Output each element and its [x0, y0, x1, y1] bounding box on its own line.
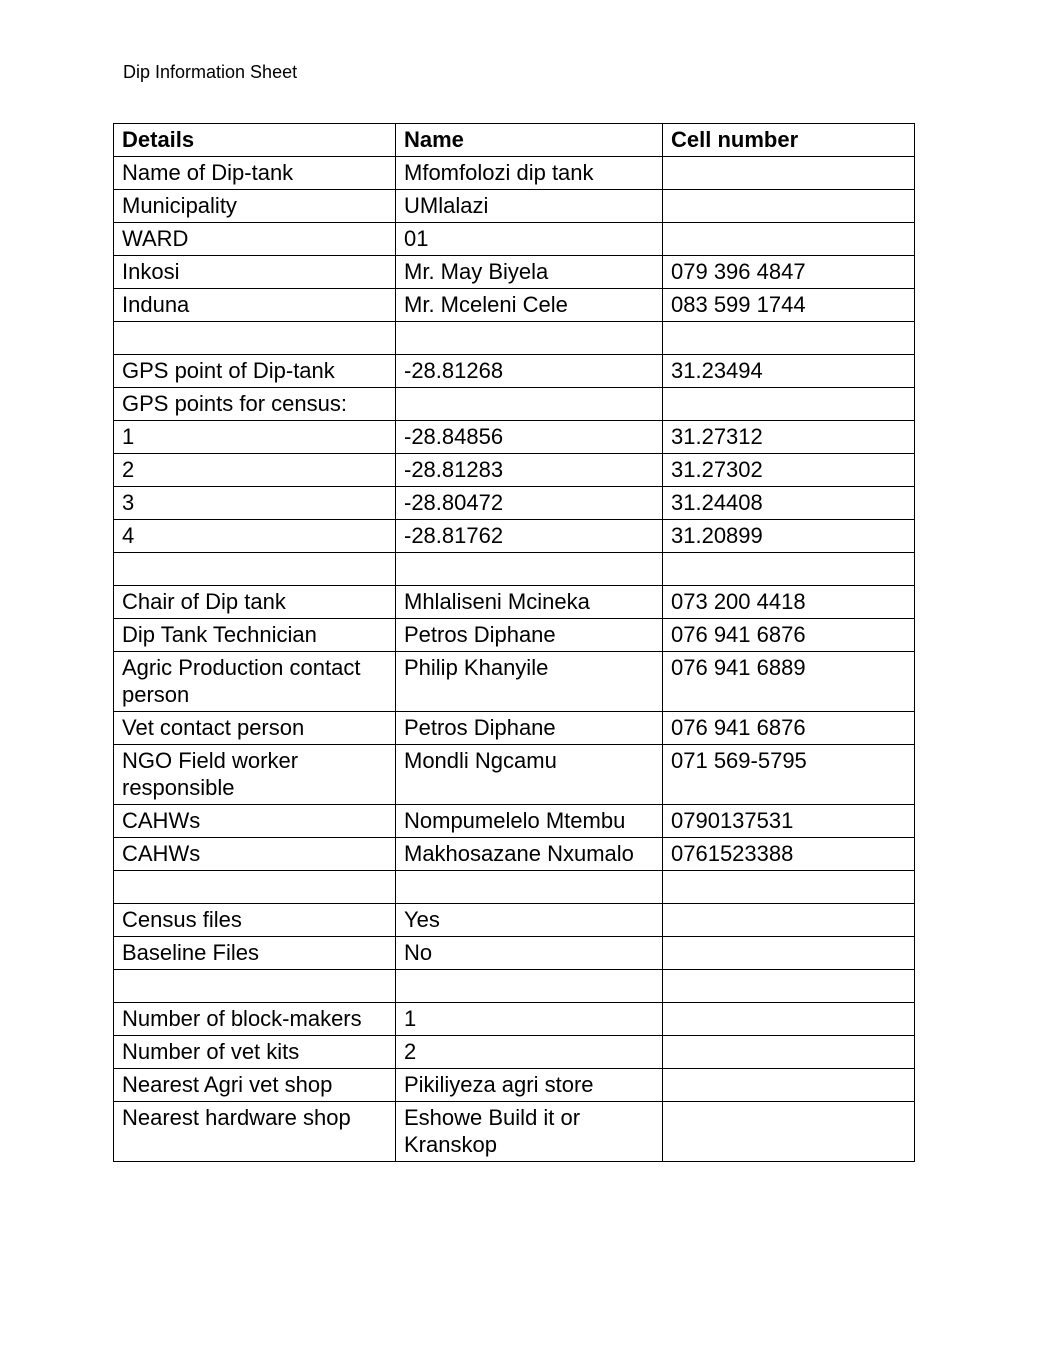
cell-number-cell	[663, 322, 915, 355]
details-cell	[114, 553, 396, 586]
details-cell	[114, 970, 396, 1003]
name-cell	[396, 388, 663, 421]
cell-number-cell: 076 941 6876	[663, 619, 915, 652]
table-row	[114, 838, 915, 871]
name-cell: Petros Diphane	[396, 619, 663, 652]
details-cell: 4	[114, 520, 396, 553]
name-cell	[396, 871, 663, 904]
details-cell: Chair of Dip tank	[114, 586, 396, 619]
table-row	[114, 1036, 915, 1069]
cell-number-cell	[663, 388, 915, 421]
name-cell: Mondli Ngcamu	[396, 745, 663, 805]
name-cell	[396, 970, 663, 1003]
table-row	[114, 652, 915, 712]
table-row	[114, 745, 915, 805]
name-cell: UMlalazi	[396, 190, 663, 223]
cell-number-cell	[663, 157, 915, 190]
details-cell: Number of vet kits	[114, 1036, 396, 1069]
details-cell	[114, 322, 396, 355]
cell-number-cell	[663, 553, 915, 586]
details-cell: Vet contact person	[114, 712, 396, 745]
table-row	[114, 1102, 915, 1162]
name-cell: -28.81283	[396, 454, 663, 487]
name-cell: Eshowe Build it or Kranskop	[396, 1102, 663, 1162]
cell-number-cell: 076 941 6876	[663, 712, 915, 745]
name-cell: Philip Khanyile	[396, 652, 663, 712]
column-header-cell-number: Cell number	[663, 124, 915, 157]
details-cell: Inkosi	[114, 256, 396, 289]
table-row	[114, 553, 915, 586]
cell-number-cell	[663, 937, 915, 970]
name-cell: Petros Diphane	[396, 712, 663, 745]
details-cell: 1	[114, 421, 396, 454]
name-cell: Mhlaliseni Mcineka	[396, 586, 663, 619]
cell-number-cell: 0761523388	[663, 838, 915, 871]
name-cell: Pikiliyeza agri store	[396, 1069, 663, 1102]
details-cell: Induna	[114, 289, 396, 322]
details-cell: Baseline Files	[114, 937, 396, 970]
cell-number-cell: 31.24408	[663, 487, 915, 520]
details-cell: Census files	[114, 904, 396, 937]
table-row	[114, 289, 915, 322]
cell-number-cell: 076 941 6889	[663, 652, 915, 712]
cell-number-cell: 31.20899	[663, 520, 915, 553]
details-cell: WARD	[114, 223, 396, 256]
table-row	[114, 223, 915, 256]
cell-number-cell	[663, 1036, 915, 1069]
cell-number-cell	[663, 970, 915, 1003]
table-row	[114, 970, 915, 1003]
cell-number-cell: 071 569-5795	[663, 745, 915, 805]
column-header-name: Name	[396, 124, 663, 157]
table-row	[114, 904, 915, 937]
document-title: Dip Information Sheet	[123, 62, 298, 82]
name-cell: Makhosazane Nxumalo	[396, 838, 663, 871]
name-cell: Yes	[396, 904, 663, 937]
name-cell: Nompumelelo Mtembu	[396, 805, 663, 838]
name-cell	[396, 322, 663, 355]
details-cell: GPS point of Dip-tank	[114, 355, 396, 388]
table-row	[114, 421, 915, 454]
cell-number-cell	[663, 871, 915, 904]
table-body	[114, 157, 915, 1162]
name-cell: Mfomfolozi dip tank	[396, 157, 663, 190]
table-row	[114, 805, 915, 838]
table-row	[114, 322, 915, 355]
cell-number-cell	[663, 1069, 915, 1102]
details-cell	[114, 871, 396, 904]
cell-number-cell	[663, 1102, 915, 1162]
name-cell: 01	[396, 223, 663, 256]
details-cell: Nearest hardware shop	[114, 1102, 396, 1162]
details-cell: Agric Production contact person	[114, 652, 396, 712]
details-cell: 2	[114, 454, 396, 487]
name-cell	[396, 553, 663, 586]
details-cell: NGO Field worker responsible	[114, 745, 396, 805]
name-cell: No	[396, 937, 663, 970]
table-row	[114, 712, 915, 745]
table-row	[114, 190, 915, 223]
table-row	[114, 937, 915, 970]
name-cell: 1	[396, 1003, 663, 1036]
name-cell: Mr. May Biyela	[396, 256, 663, 289]
table-row	[114, 487, 915, 520]
name-cell: -28.80472	[396, 487, 663, 520]
table-row	[114, 1069, 915, 1102]
cell-number-cell	[663, 904, 915, 937]
details-cell: Municipality	[114, 190, 396, 223]
table-row	[114, 256, 915, 289]
table-row	[114, 1003, 915, 1036]
details-cell: Number of block-makers	[114, 1003, 396, 1036]
cell-number-cell	[663, 190, 915, 223]
name-cell: 2	[396, 1036, 663, 1069]
cell-number-cell	[663, 223, 915, 256]
cell-number-cell	[663, 1003, 915, 1036]
table-row	[114, 619, 915, 652]
name-cell: -28.84856	[396, 421, 663, 454]
column-header-details: Details	[114, 124, 396, 157]
cell-number-cell: 0790137531	[663, 805, 915, 838]
table-row	[114, 157, 915, 190]
dip-info-table	[113, 123, 915, 1162]
cell-number-cell: 31.27312	[663, 421, 915, 454]
table-row	[114, 454, 915, 487]
details-cell: CAHWs	[114, 805, 396, 838]
cell-number-cell: 083 599 1744	[663, 289, 915, 322]
table-row	[114, 520, 915, 553]
table-row	[114, 355, 915, 388]
details-cell: CAHWs	[114, 838, 396, 871]
cell-number-cell: 079 396 4847	[663, 256, 915, 289]
details-cell: Name of Dip-tank	[114, 157, 396, 190]
name-cell: Mr. Mceleni Cele	[396, 289, 663, 322]
name-cell: -28.81268	[396, 355, 663, 388]
cell-number-cell: 073 200 4418	[663, 586, 915, 619]
details-cell: Dip Tank Technician	[114, 619, 396, 652]
cell-number-cell: 31.27302	[663, 454, 915, 487]
table-row	[114, 586, 915, 619]
table-header-row	[114, 124, 915, 157]
name-cell: -28.81762	[396, 520, 663, 553]
cell-number-cell: 31.23494	[663, 355, 915, 388]
details-cell: GPS points for census:	[114, 388, 396, 421]
table-row	[114, 871, 915, 904]
details-cell: Nearest Agri vet shop	[114, 1069, 396, 1102]
details-cell: 3	[114, 487, 396, 520]
table-row	[114, 388, 915, 421]
